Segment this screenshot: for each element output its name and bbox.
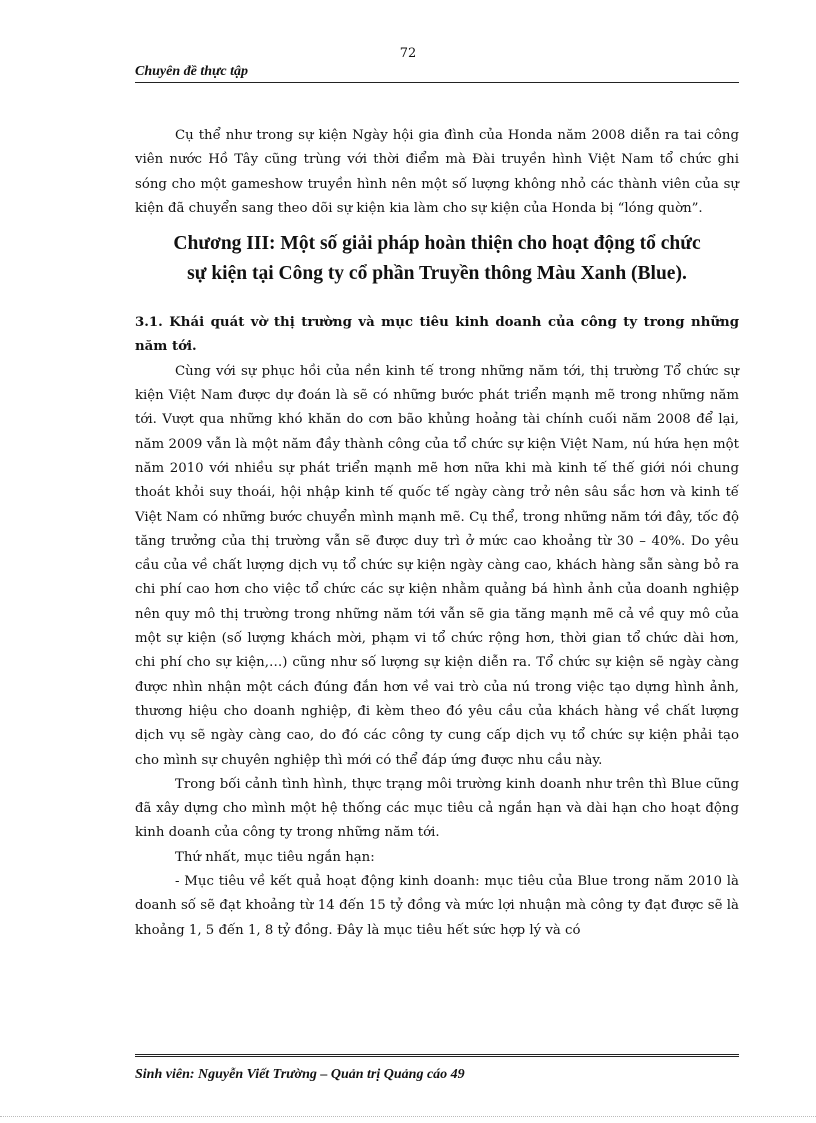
page-number: 72: [399, 46, 417, 61]
paragraph-business-goal: - Mục tiêu về kết quả hoạt động kinh doanh: mục tiêu của Blue trong năm 2010 là doanh số sẽ đạt khoảng từ 14 đến 15 tỷ đồng và mức lợi nhuận mà công ty đạt được sẽ là khoảng 1, 5 đến 1, 8 tỷ đồng. Đây là mục tiêu hết sức hợp lý và có: [135, 874, 739, 938]
section-heading: 3.1. Khái quát vờ thị trường và mục tiêu kinh doanh của công ty trong những năm tới.: [135, 315, 739, 355]
document-body: [135, 124, 739, 943]
chapter-title-line-2: sự kiện tại Công ty cổ phần Truyền thông Màu Xanh (Blue).: [187, 263, 687, 285]
paragraph-market-outlook: Cùng với sự phục hồi của nền kinh tế trong những năm tới, thị trường Tổ chức sự kiện Việt Nam được dự đoán là sẽ có những bước phát triển mạnh mẽ trong những năm tới. Vượt qua những khó khăn do cơn bão khủng hoảng tài chính cuối năm 2008 để lại, năm 2009 vẫn là một năm đầy thành công của tổ chức sự kiện Việt Nam, nú hứa hẹn một năm 2010 với nhiều sự phát triển mạnh mẽ hơn nữa khi mà kinh tế thế giới nói chung thoát khỏi suy thoái, hội nhập kinh tế quốc tế ngày càng trở nên sâu sắc hơn và kinh tế Việt Nam có những bước chuyển mình mạnh mẽ. Cụ thể, trong những năm tới đây, tốc độ tăng trưởng của thị trường vẫn sẽ được duy trì ở mức cao khoảng từ 30 – 40%. Do yêu cầu của về chất lượng dịch vụ tổ chức sự kiện ngày càng cao, khách hàng sẵn sàng bỏ ra chi phí cao hơn cho việc tổ chức các sự kiện nhằm quảng bá hình ảnh của doanh nghiệp nên quy mô thị trường trong những năm tới vẫn sẽ gia tăng mạnh mẽ cả về quy mô của một sự kiện (số lượng khách mời, phạm vi tổ chức rộng hơn, thời gian tổ chức dài hơn, chi phí cho sự kiện,…) cũng như số lượng sự kiện diễn ra. Tổ chức sự kiện sẽ ngày càng được nhìn nhận một cách đúng đắn hơn về vai trò của nú trong việc tạo dựng hình ảnh, thương hiệu cho doanh nghiệp, đi kèm theo đó yêu cầu của khách hàng về chất lượng dịch vụ sẽ ngày càng cao, do đó các công ty cung cấp dịch vụ tổ chức sự kiện phải tạo cho mình sự chuyên nghiệp thì mới có thể đáp ứng được nhu cầu này.: [135, 363, 739, 768]
chapter-title: [135, 229, 739, 289]
footer-student: Sinh viên: Nguyễn Viết Trường – Quản trị Quảng cáo 49: [135, 1067, 465, 1082]
paragraph-intro: Cụ thể như trong sự kiện Ngày hội gia đình của Honda năm 2008 diễn ra tai công viên nước Hồ Tây cũng trùng với thời điểm mà Đài truyền hình Việt Nam tổ chức ghi sóng cho một gameshow truyền hình nên một số lượng không nhỏ các thành viên của sự kiện đã chuyển sang theo dõi sự kiện kia làm cho sự kiện của Honda bị “lóng quờn”.: [135, 128, 739, 216]
paragraph-short-term-heading: Thứ nhất, mục tiêu ngắn hạn:: [175, 849, 375, 865]
page-footer: [135, 1054, 739, 1083]
header-title: Chuyên đề thực tập: [135, 64, 249, 79]
chapter-title-line-1: Chương III: Một số giải pháp hoàn thiện cho hoạt động tổ chức: [173, 233, 701, 255]
page-edge-divider: [0, 1116, 816, 1117]
paragraph-context: Trong bối cảnh tình hình, thực trạng môi trường kinh doanh như trên thì Blue cũng đã xây dựng cho mình một hệ thống các mục tiêu cả ngắn hạn và dài hạn cho hoạt động kinh doanh của công ty trong những năm tới.: [135, 776, 739, 841]
running-header: [135, 62, 739, 83]
